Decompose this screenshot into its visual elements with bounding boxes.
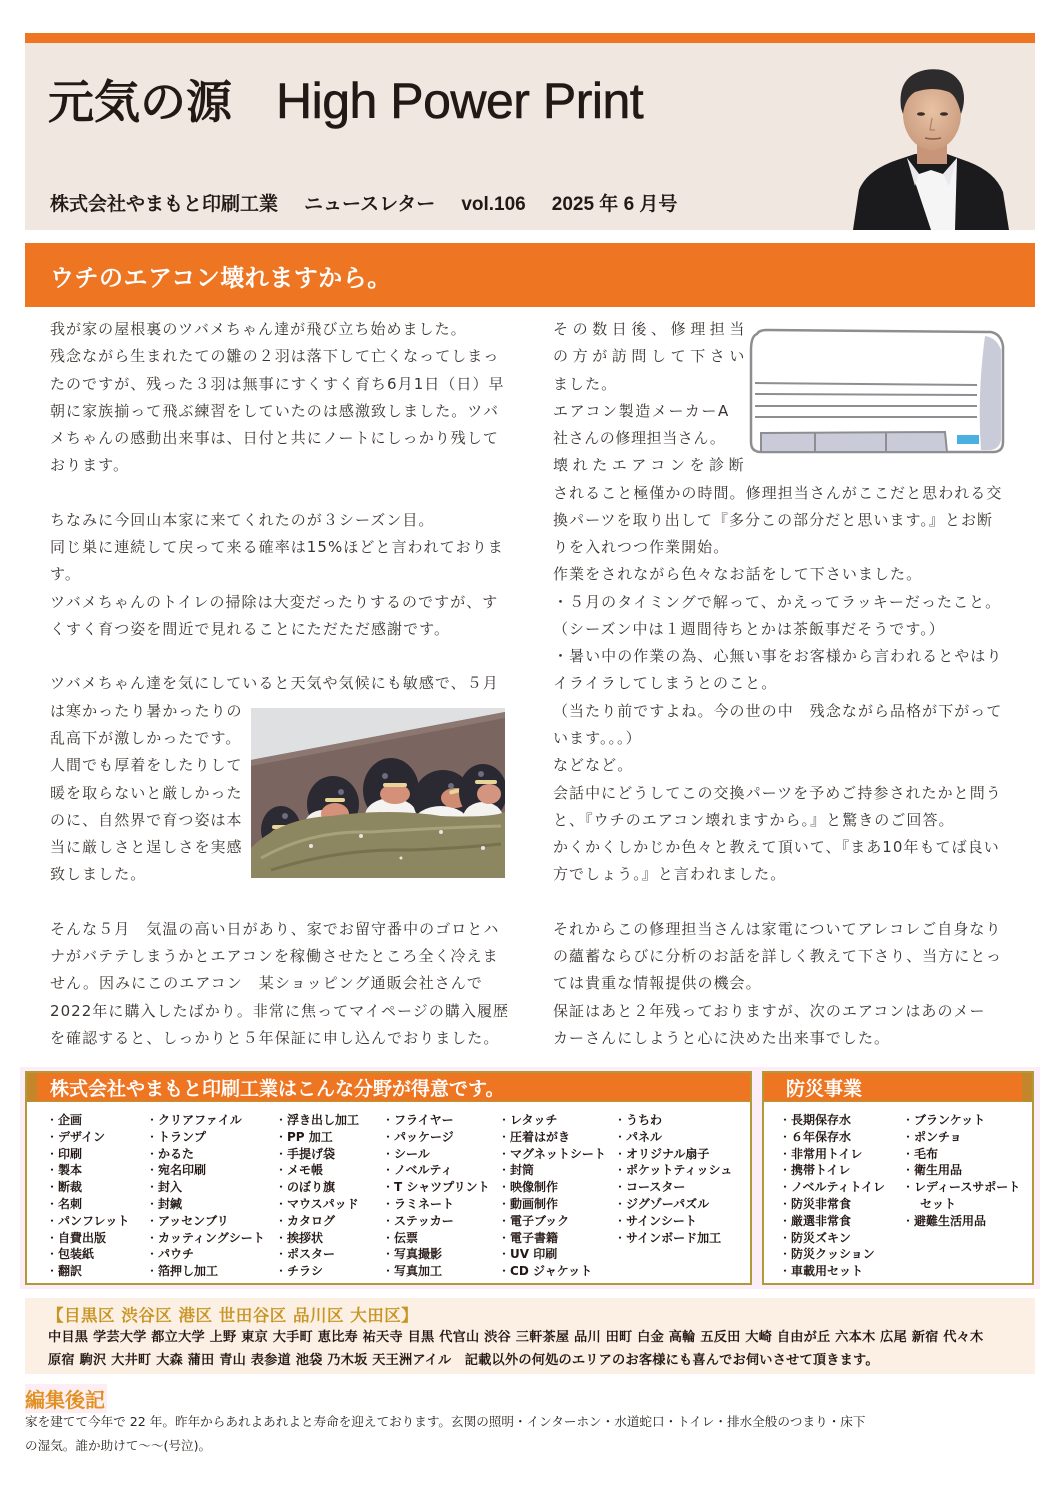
text-line: ては貴重な情報提供の機会。 (553, 974, 762, 993)
service-item: ・ 断裁 (46, 1179, 129, 1196)
text-line (50, 480, 510, 507)
service-item: ・ 挨拶状 (275, 1230, 359, 1247)
text-line: 我が家の屋根裏のツバメちゃん達が飛び立ち始めました。 (50, 320, 467, 338)
text-line: 乱高下が激しかったです。 (50, 728, 242, 747)
service-item: ・ UV 印刷 (498, 1246, 606, 1263)
portrait-photo (845, 62, 1017, 230)
company-name: 株式会社やまもと印刷工業 (50, 194, 279, 215)
text-line: ました。 (553, 374, 618, 393)
text-line: ツバメちゃんのトイレの掃除は大変だったりするのですが、す (50, 592, 499, 611)
text-line: 致しました。 (50, 865, 147, 884)
text-line: 壊れたエアコンを診断 (553, 456, 749, 475)
text-line: 方でしょう。』と言われました。 (553, 865, 787, 884)
service-area-line-1: 中目黒 学芸大学 都立大学 上野 東京 大手町 恵比寿 祐天寺 目黒 代官山 渋谷 三軒茶屋 品川 田町 白金 高輪 五反田 大崎 自由が丘 六本木 広尾 新宿 代々木 (48, 1330, 984, 1345)
text-line: かくかくしかじか色々と教えて頂いて、『まあ10年もてば良い (553, 838, 1000, 857)
disaster-list-column-2 (902, 1112, 1020, 1230)
service-item: ・ メモ帳 (275, 1162, 359, 1179)
text-line: 保証はあと２年残っておりますが、次のエアコンはあのメー (553, 1001, 986, 1020)
service-item: ・ 伝票 (382, 1230, 490, 1247)
service-item: ・ カタログ (275, 1213, 359, 1230)
disaster-item: ・ 避難生活用品 (902, 1213, 1020, 1230)
text-line: 同じ巣に連続して戻って来る確率は15%ほどと言われておりま (50, 538, 504, 557)
article-title: ウチのエアコン壊れますから。 (50, 264, 392, 292)
service-item: ・ チラシ (275, 1263, 359, 1280)
disaster-item: ・ ６年保存水 (779, 1129, 885, 1146)
text-line: 社さんの修理担当さん。 (553, 429, 726, 448)
text-line: されること極僅かの時間。修理担当さんがここだと思われる交 (553, 483, 1003, 502)
service-item: ・ T シャツプリント (382, 1179, 490, 1196)
services-list-column-4 (382, 1112, 490, 1280)
text-line (553, 889, 1015, 916)
service-item: ・ シール (382, 1146, 490, 1163)
service-area-title: 【目黒区 渋谷区 港区 世田谷区 品川区 大田区】 (47, 1306, 419, 1325)
text-line (50, 889, 510, 916)
text-line: おります。 (50, 456, 130, 475)
air-conditioner-illustration (745, 326, 1007, 458)
text-line: す。 (50, 565, 81, 584)
service-item: ・ 企画 (46, 1112, 129, 1129)
editor-note-body (25, 1410, 1040, 1458)
service-item: ・ 印刷 (46, 1146, 129, 1163)
service-item: ・ 包装紙 (46, 1246, 129, 1263)
service-item: ・ サインボード加工 (614, 1230, 732, 1247)
issue-date: 2025 年 6 月号 (551, 194, 678, 215)
text-line: 会話中にどうしてこの交換パーツを予めご持参されたかと問う (553, 783, 1002, 802)
text-line: ・暑い中の作業の為、心無い事をお客様から言われるとやはり (553, 647, 1003, 666)
text-line: （当たり前ですよね。今の世の中 残念ながら品格が下がって (553, 701, 1003, 720)
service-item: ・ CD ジャケット (498, 1263, 606, 1280)
service-item: ・ ポケットティッシュ (614, 1162, 732, 1179)
disaster-item: ・ ポンチョ (902, 1129, 1020, 1146)
text-line: のに、自然界で育つ姿は本 (50, 810, 243, 829)
service-item: ・ 名刺 (46, 1196, 129, 1213)
service-item: ・ 封筒 (498, 1162, 606, 1179)
disaster-item: ・ 防災ズキン (779, 1230, 885, 1247)
text-line (50, 643, 510, 670)
editor-note-title: 編集後記 (25, 1384, 107, 1413)
service-item: ・ 写真加工 (382, 1263, 490, 1280)
text-line: せん。因みにこのエアコン 某ショッピング通販会社さんで (50, 974, 483, 993)
service-item: ・ パウチ (146, 1246, 265, 1263)
text-line: います。。。） (553, 728, 642, 747)
text-line: たのですが、残った３羽は無事にすくすく育ち6月1日（日）早 (50, 374, 505, 393)
service-item: ・ うちわ (614, 1112, 732, 1129)
text-line: の蘊蓄ならびに分析のお話を詳しく教えて下さり、当方にとっ (553, 947, 1003, 966)
service-item: ・ マウスパッド (275, 1196, 359, 1213)
title-japanese: 元気の源 (48, 76, 232, 128)
newsletter-title (48, 66, 643, 132)
service-item: ・ 動画制作 (498, 1196, 606, 1213)
service-item: ・ カッティングシート (146, 1230, 265, 1247)
service-item: ・ 浮き出し加工 (275, 1112, 359, 1129)
text-line: 暖を取らないと厳しかった (50, 783, 243, 802)
service-item: ・ 製本 (46, 1162, 129, 1179)
volume-number: vol.106 (461, 194, 526, 215)
service-item: ・ かるた (146, 1146, 265, 1163)
service-item: ・ 自費出版 (46, 1230, 129, 1247)
service-item: ・ レタッチ (498, 1112, 606, 1129)
article-left-column (50, 316, 510, 1052)
service-item: ・ ステッカー (382, 1213, 490, 1230)
services-list-column-3 (275, 1112, 359, 1280)
text-line: などなど。 (553, 756, 634, 775)
disaster-title: 防災事業 (786, 1078, 863, 1100)
service-item: ・ 宛名印刷 (146, 1162, 265, 1179)
text-line: ツバメちゃん達を気にしていると天気や気候にも敏感で、５月 (50, 674, 499, 693)
service-item: ・ パッケージ (382, 1129, 490, 1146)
text-line: 2022年に購入したばかり。非常に焦ってマイページの購入履歴 (50, 1001, 510, 1020)
service-item: ・ クリアファイル (146, 1112, 265, 1129)
service-item: ・ フライヤー (382, 1112, 490, 1129)
service-item: ・ デザイン (46, 1129, 129, 1146)
disaster-item: ・ 厳選非常食 (779, 1213, 885, 1230)
service-item: ・ ラミネート (382, 1196, 490, 1213)
swallow-chicks-nest-photo (251, 708, 505, 878)
service-item: ・ 電子書籍 (498, 1230, 606, 1247)
newsletter-subtitle (50, 189, 677, 216)
service-item: ・ 封緘 (146, 1196, 265, 1213)
services-title: 株式会社やまもと印刷工業はこんな分野が得意です。 (50, 1078, 505, 1100)
service-item: ・ トランプ (146, 1129, 265, 1146)
text-line: りを入れつつ作業開始。 (553, 538, 730, 557)
service-item: ・ ポスター (275, 1246, 359, 1263)
text-line: を確認すると、しっかりと５年保証に申し込んでおりました。 (50, 1028, 500, 1047)
disaster-item: ・ 防災クッション (779, 1246, 885, 1263)
service-area-line-2: 原宿 駒沢 大井町 大森 蒲田 青山 表参道 池袋 乃木坂 天王洲アイル 記載以外の何処のエリアのお客様にも喜んでお伺いさせて頂きます。 (48, 1353, 879, 1368)
service-item: ・ 映像制作 (498, 1179, 606, 1196)
text-line: ・５月のタイミングで解って、かえってラッキーだったこと。 (553, 592, 1002, 611)
text-line: そんな５月 気温の高い日があり、家でお留守番中のゴロとハ (50, 919, 500, 938)
disaster-item-continuation: セット (920, 1196, 957, 1211)
text-line: と、『ウチのエアコン壊れますから。』と驚きのご回答。 (553, 810, 955, 829)
services-list-column-6 (614, 1112, 732, 1246)
service-item: ・ のぼり旗 (275, 1179, 359, 1196)
disaster-item: ・ ノベルティトイレ (779, 1179, 885, 1196)
service-item: ・ 電子ブック (498, 1213, 606, 1230)
text-line: 作業をされながら色々なお話をして下さいました。 (553, 565, 923, 584)
text-line: の方が訪問して下さい (553, 347, 750, 366)
disaster-item: ・ 長期保存水 (779, 1112, 885, 1129)
service-item: ・ サインシート (614, 1213, 732, 1230)
text-line: 家を建てて今年で 22 年。昨年からあれよあれよと寿命を迎えております。玄関の照明・インターホン・水道蛇口・トイレ・排水全般のつまり・床下 (25, 1414, 866, 1429)
service-item: ・ ノベルティ (382, 1162, 490, 1179)
text-line: その数日後、修理担当 (553, 320, 750, 338)
disaster-item: ・ 携帯トイレ (779, 1162, 885, 1179)
disaster-item: ・ ブランケット (902, 1112, 1020, 1129)
text-line: 朝に家族揃って飛ぶ練習をしていたのは感激致しました。ツバ (50, 401, 500, 420)
text-line: イライラしてしまうとのこと。 (553, 674, 778, 693)
service-item: ・ 手提げ袋 (275, 1146, 359, 1163)
service-item: ・ オリジナル扇子 (614, 1146, 732, 1163)
service-item: ・ 写真撮影 (382, 1246, 490, 1263)
text-line: 換パーツを取り出して『多分この部分だと思います。』とお断 (553, 510, 994, 529)
text-line: は寒かったり暑かったりの (50, 701, 243, 720)
disaster-item: ・ レディースサポート (902, 1179, 1020, 1196)
publication-type: ニュースレター (304, 194, 436, 215)
text-line: （シーズン中は１週間待ちとかは茶飯事だそうです。） (553, 619, 945, 638)
disaster-item: ・ 毛布 (902, 1146, 1020, 1163)
service-item: ・ コースター (614, 1179, 732, 1196)
service-item: ・ 封入 (146, 1179, 265, 1196)
service-item: ・ パネル (614, 1129, 732, 1146)
text-line: ナがバテテしまうかとエアコンを稼働させたところ全く冷えま (50, 947, 499, 966)
service-item: ・ ジグゾーパズル (614, 1196, 732, 1213)
disaster-item: ・ 防災非常食 (779, 1196, 885, 1213)
service-item: ・ PP 加工 (275, 1129, 359, 1146)
text-line: 残念ながら生まれたての雛の２羽は落下して亡くなってしまっ (50, 347, 500, 366)
services-list-column-2 (146, 1112, 265, 1280)
service-item: ・ アッセンブリ (146, 1213, 265, 1230)
service-item: ・ 翻訳 (46, 1263, 129, 1280)
service-item: ・ マグネットシート (498, 1146, 606, 1163)
text-line: くすく育つ姿を間近で見れることにただただ感謝です。 (50, 619, 451, 638)
services-list-column-1 (46, 1112, 129, 1280)
text-line: メちゃんの感動出来事は、日付と共にノートにしっかり残して (50, 429, 499, 448)
text-line: カーさんにしようと心に決めた出来事でした。 (553, 1028, 891, 1047)
services-list-column-5 (498, 1112, 606, 1280)
service-item: ・ 箔押し加工 (146, 1263, 265, 1280)
text-line: の湿気。誰か助けて〜〜(号泣)。 (25, 1438, 212, 1453)
service-item: ・ 圧着はがき (498, 1129, 606, 1146)
text-line: それからこの修理担当さんは家電についてアレコレご自身なり (553, 919, 1002, 938)
text-line: ちなみに今回山本家に来てくれたのが３シーズン目。 (50, 510, 435, 529)
masthead-top-stripe (25, 33, 1035, 43)
text-line: 当に厳しさと逞しさを実感 (50, 838, 243, 857)
text-line: 人間でも厚着をしたりして (50, 756, 243, 775)
disaster-list-column-1 (779, 1112, 885, 1280)
service-item: ・ パンフレット (46, 1213, 129, 1230)
title-english: High Power Print (276, 73, 644, 129)
text-line: エアコン製造メーカーA (553, 401, 730, 420)
disaster-item: ・ 車載用セット (779, 1263, 885, 1280)
disaster-item: ・ 衛生用品 (902, 1162, 1020, 1179)
disaster-item: ・ 非常用トイレ (779, 1146, 885, 1163)
